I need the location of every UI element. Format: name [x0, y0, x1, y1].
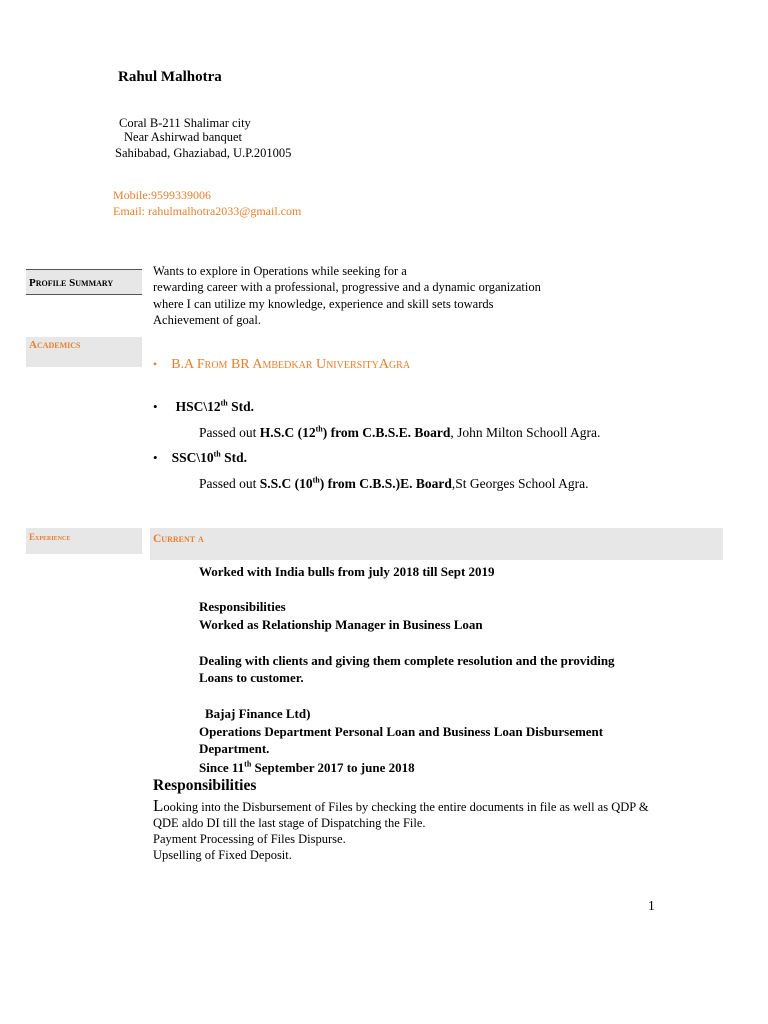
ssc-sup: th: [213, 449, 221, 459]
hsc-bullet: •: [153, 399, 158, 414]
since-a: Since 11: [199, 760, 245, 775]
hsc-board-b: ) from C.B.S.E. Board: [322, 425, 451, 440]
ssc-bullet: •: [153, 450, 158, 465]
address-line-2: Near Ashirwad banquet: [124, 130, 243, 144]
ssc-detail: [199, 476, 589, 492]
current-label: Current a: [150, 528, 723, 560]
hsc-std: Std.: [227, 399, 254, 414]
hsc-item: [153, 399, 254, 415]
address-line-1: Coral B-211 Shalimar city: [119, 116, 251, 130]
resp-line-3: Payment Processing of Files Dispurse.: [153, 832, 346, 846]
hsc-board-a: H.S.C (12: [259, 425, 316, 440]
resp-line-1-rest: ooking into the Disbursement of Files by checking the entire documents in file as well as QDP &: [163, 800, 649, 814]
responsibilities-heading: Responsibilities: [153, 777, 257, 794]
ssc-board-b: ) from C.B.S.)E. Board: [319, 476, 452, 491]
summary-line-2: rewarding career with a professional, progressive and a dynamic organization: [153, 280, 541, 295]
profile-summary-label: Profile Summary: [26, 269, 142, 295]
since-b: September 2017 to june 2018: [251, 760, 415, 775]
degree-item: [153, 357, 410, 373]
resp-line-2: QDE aldo DI till the last stage of Dispatching the File.: [153, 816, 426, 830]
hsc-detail: [199, 425, 600, 441]
hsc-sup: th: [220, 398, 228, 408]
ssc-title: SSC\10: [171, 450, 214, 465]
ssc-school: ,St Georges School Agra.: [451, 476, 589, 491]
experience-role: Worked as Relationship Manager in Business Loan: [199, 617, 483, 632]
mobile-number: Mobile:9599339006: [113, 188, 211, 202]
india-bulls-line: Worked with India bulls from july 2018 till Sept 2019: [199, 564, 495, 579]
hsc-title: HSC\12: [175, 399, 221, 414]
degree-bullet: •: [153, 357, 158, 371]
ssc-item: [153, 450, 247, 466]
academics-label: Academics: [26, 337, 142, 367]
ops-line-2: Department.: [199, 741, 270, 756]
ops-line-1: Operations Department Personal Loan and Business Loan Disbursement: [199, 724, 604, 739]
resp-line-4: Upselling of Fixed Deposit.: [153, 848, 292, 862]
since-sup: th: [244, 759, 252, 769]
ssc-std: Std.: [220, 450, 247, 465]
experience-label: Experience: [26, 528, 142, 554]
page-number: 1: [648, 898, 655, 913]
bajaj-line: Bajaj Finance Ltd): [205, 706, 311, 721]
profile-summary-text: [153, 263, 541, 328]
hsc-board-sup: th: [315, 424, 323, 434]
summary-line-3: where I can utilize my knowledge, experience and skill sets towards: [153, 296, 494, 311]
degree-text: B.A From BR Ambedkar UniversityAgra: [171, 357, 411, 372]
since-line: [199, 759, 415, 777]
ssc-passed: Passed out: [199, 476, 260, 491]
hsc-passed: Passed out: [199, 425, 260, 440]
responsibilities-list: [153, 798, 649, 863]
ssc-board-sup: th: [312, 475, 320, 485]
email-address: Email: rahulmalhotra2033@gmail.com: [113, 204, 302, 218]
ssc-board-a: S.S.C (10: [259, 476, 313, 491]
dealing-line-1: Dealing with clients and giving them complete resolution and the providing: [199, 653, 615, 668]
candidate-name: Rahul Malhotra: [118, 69, 222, 85]
summary-line-1: Wants to explore in Operations while seeking for a: [153, 264, 407, 278]
address-line-3: Sahibabad, Ghaziabad, U.P.201005: [115, 146, 292, 160]
resp-line-1: [153, 798, 649, 815]
resp-first-letter: L: [153, 796, 164, 815]
experience-resp-title: Responsibilities: [199, 599, 286, 614]
summary-line-4: Achievement of goal.: [153, 312, 261, 327]
dealing-line-2: Loans to customer.: [199, 670, 304, 685]
hsc-school: , John Milton Schooll Agra.: [450, 425, 601, 440]
